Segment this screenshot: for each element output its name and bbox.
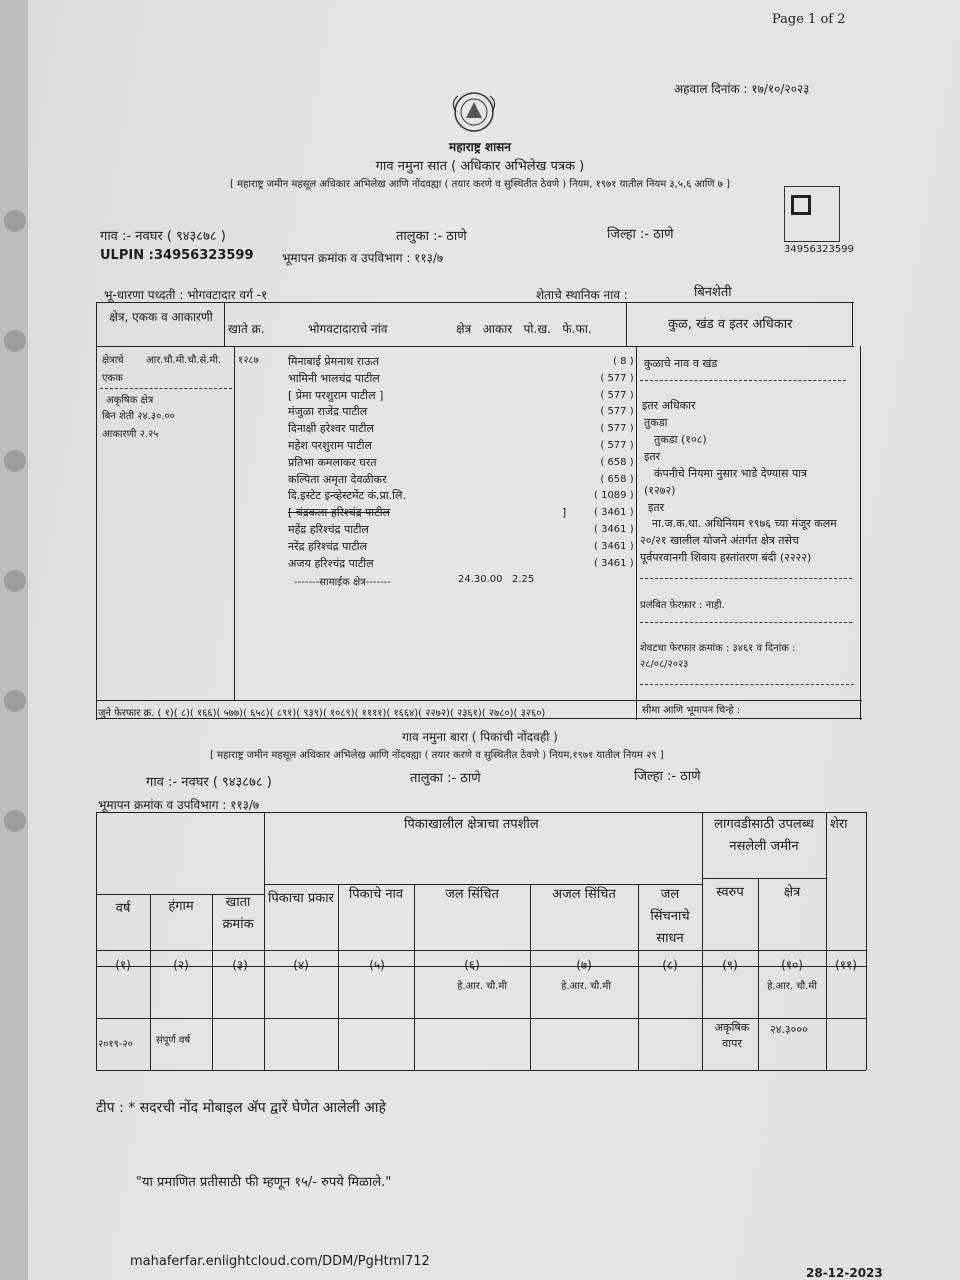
common-akar-value: 2.25	[512, 574, 535, 585]
company-right-no: (१२७२)	[644, 484, 676, 497]
holder-mutation-no: ( 3461 )	[594, 523, 634, 535]
other-rights-heading: इतर अधिकार	[642, 399, 696, 412]
holder-name: अजय हरिश्चंद्र पाटील	[288, 556, 374, 570]
col-rights-header: कुळ, खंड व इतर अधिकार	[668, 317, 793, 332]
company-right: कंपनीचे नियमा नुसार भाडे देण्यास पात्र	[654, 467, 808, 480]
qr-number: 34956323599	[784, 244, 854, 255]
form12-col-header: क्षेत्र	[783, 885, 801, 900]
crop-area-heading: पिकाखालील क्षेत्राचा तपशील	[404, 817, 539, 832]
form12-col-header: वर्ष	[115, 901, 131, 916]
binder-hole	[4, 330, 26, 352]
form-title: गाव नमुना सात ( अधिकार अभिलेख पत्रक )	[375, 159, 585, 174]
tukda-label: तुकडा	[644, 416, 668, 429]
row-year: २०१९-२०	[98, 1039, 133, 1050]
holder-name: महेंद्र हरिश्चंद्र पाटील	[288, 522, 369, 536]
tenant-heading: कुळाचे नाव व खंड	[644, 357, 718, 370]
uncultivated-heading: लागवडीसाठी उपलब्ध नसलेली जमीन	[714, 817, 814, 854]
emblem-icon	[446, 88, 502, 136]
form12-col-number: (११)	[835, 958, 857, 972]
holder-name: दिनाक्षी हरेश्वर पाटील	[288, 422, 374, 436]
remark-heading: शेरा	[830, 817, 848, 832]
last-mutation-line-2: २८/०८/२०२३	[640, 659, 689, 670]
form12-title: गाव नमुना बारा ( पिकांची नोंदवही )	[402, 730, 558, 744]
common-area-value: 24.30.00	[458, 574, 503, 585]
holder-name: नरेंद्र हरिश्चंद्र पाटील	[288, 539, 368, 553]
holders-list	[288, 354, 406, 572]
ulpin-value: 34956323599	[154, 248, 254, 263]
holder-name: कल्पिता अमृता देवळीकर	[288, 472, 387, 486]
holder-name: भामिनी भालचंद्र पाटील	[288, 371, 380, 385]
form12-rule: [ महाराष्ट्र जमीन महसूल अधिकार अभिलेख आणि नोंदवह्या ( तयार करणे व सुस्थितीत ठेवणे ) नियम,१९७१ यातील नियम २९ ]	[210, 750, 664, 761]
form12-col-number: (९)	[722, 958, 738, 972]
holder-mutation-no: ( 3461 )	[594, 557, 634, 569]
row-area: २४.३०००	[770, 1023, 808, 1036]
form12-col-header: जल सिंचनाचे साधन	[650, 887, 690, 946]
form12-village: गाव :- नवघर ( ९४३८७८ )	[146, 775, 272, 790]
form12-col-header: हंगाम	[168, 899, 194, 914]
form12-taluka: तालुका :- ठाणे	[410, 771, 481, 786]
holder-name: [ चंद्रकला हरिश्चंद्र पाटील	[288, 506, 390, 520]
binder-hole	[4, 210, 26, 232]
form-rule: [ महाराष्ट्र जमीन महसूल अधिकार अभिलेख आणि नोंदवह्या ( तयार करणे व सुस्थितीत ठेवणे ) नियम, १९७१ यातील नियम ३,५,६ आणि ७ ]	[229, 179, 730, 190]
form12-col-number: (८)	[662, 958, 678, 972]
source-url: mahaferfar.enlightcloud.com/DDM/PgHtml712	[130, 1254, 430, 1269]
taluka-label: तालुका :- ठाणे	[396, 229, 467, 244]
holder-mutation-no: ( 658 )	[600, 456, 634, 468]
unit-uncultivated-area: हे.आर. चौ.मी	[767, 981, 817, 992]
qr-marker	[791, 195, 811, 215]
district-label: जिल्हा :- ठाणे	[607, 227, 674, 242]
form12-col-number: (६)	[464, 958, 480, 972]
unit-label: आर.चौ.मी.चौ.से.मी.	[146, 355, 222, 366]
local-name-label: शेताचे स्थानिक नाव :	[536, 288, 628, 302]
holder-mutation-no: ( 658 )	[600, 473, 634, 485]
gov-heading: महाराष्ट्र शासन	[449, 140, 511, 154]
ulc-act-line-1: ना.ज.क.धा. अधिनियम १९७६ च्या मंजूर कलम	[652, 517, 837, 530]
holder-name: [ प्रेमा परशुराम पाटील ]	[288, 388, 384, 402]
col-account-header: खाते क्र.	[228, 322, 265, 336]
binder-hole	[4, 690, 26, 712]
form12-col-number: (१)	[115, 958, 131, 972]
unit-unirrigated: हे.आर. चौ.मी	[561, 981, 611, 992]
form12-survey: भूमापन क्रमांक व उपविभाग : ११३/७	[98, 798, 260, 812]
col-area-units-header: क्षेत्र आकार पो.ख. फे.फा.	[456, 322, 592, 336]
holder-mutation-no: ( 577 )	[600, 439, 634, 451]
nonagri-area-label: अकृषिक क्षेत्र	[106, 395, 154, 406]
row-season: संपूर्ण वर्ष	[156, 1035, 191, 1046]
form12-col-header: पिकाचा प्रकार	[268, 891, 334, 906]
ekak-label: एकक	[102, 373, 123, 384]
holder-name: महेश परशुराम पाटील	[288, 438, 372, 452]
holder-mutation-no: ( 577 )	[600, 389, 634, 401]
form12-col-number: (५)	[369, 958, 385, 972]
ulpin-label: ULPIN :	[100, 248, 154, 263]
page-number: Page 1 of 2	[772, 12, 846, 27]
other-label-2: इतर	[648, 501, 665, 514]
report-date: अहवाल दिनांक : १७/१०/२०२३	[674, 82, 810, 96]
form12-col-header: खाता क्रमांक	[222, 895, 254, 932]
other-label-1: इतर	[644, 450, 661, 463]
local-name-value: बिनशेती	[694, 285, 732, 300]
bracket-close: ]	[562, 506, 567, 519]
old-mutations: जुने फेरफार क्र. ( १)( ८)( १६६)( ५७७)( ६५८)( ८९१)( ९३९)( १०८९)( ११११)( १६६४)( २२७२)( २३६१)( २७८०)( ३२६०)	[98, 708, 546, 719]
form12-col-header: स्वरुप	[716, 885, 744, 900]
holder-mutation-no: ( 577 )	[600, 406, 634, 418]
village-label: गाव :- नवघर ( ९४३८७८ )	[100, 229, 226, 244]
holder-mutation-no: ( 1089 )	[594, 490, 634, 502]
holder-name: मिनाबाई प्रेमनाथ राऊत	[288, 355, 379, 368]
col-area-header: क्षेत्र, एकक व आकारणी	[109, 310, 213, 324]
form12-col-header: अजल सिंचित	[552, 887, 616, 902]
nonagri-area-value: बिन शेती २४.३०.००	[102, 411, 175, 422]
qr-code	[784, 186, 840, 242]
row-nature: अकृषिक वापर	[714, 1021, 750, 1050]
form12-col-number: (२)	[173, 958, 189, 972]
binder-hole	[4, 450, 26, 472]
common-area-label: -------सामाईक क्षेत्र-------	[294, 577, 391, 588]
form12-col-number: (७)	[576, 958, 592, 972]
tukda-value: तुकडा (१०८)	[654, 433, 707, 446]
unit-irrigated: हे.आर. चौ.मी	[457, 981, 507, 992]
bottom-date: 28-12-2023	[806, 1266, 883, 1280]
holder-name: मंजुळा राजेंद्र पाटील	[288, 405, 368, 419]
tenure-type: भू-धारणा पध्दती : भोगवटादार वर्ग -१	[104, 288, 268, 302]
survey-number: भूमापन क्रमांक व उपविभाग : ११३/७	[282, 251, 444, 265]
note-text: टीप : * सदरची नोंद मोबाइल ॲप द्वारें घेणेत आलेली आहे	[96, 1100, 386, 1116]
holder-mutation-no: ( 3461 )	[594, 507, 634, 519]
pending-mutation: प्रलंबित फ़ेरफ़ार : नाही.	[640, 600, 725, 611]
holder-mutation-list	[594, 354, 634, 572]
binder-strip	[0, 0, 30, 1280]
holder-mutation-no: ( 577 )	[600, 423, 634, 435]
form12-col-header: जल सिंचित	[445, 887, 499, 902]
ulc-act-line-3: पूर्वपरवानगी शिवाय हस्तांतरण बंदी (२२२२)	[640, 551, 812, 564]
form12-col-number: (४)	[293, 958, 309, 972]
holder-mutation-no: ( 8 )	[613, 356, 634, 367]
form12-col-number: (१०)	[781, 958, 803, 972]
assessment-value: आकारणी २.२५	[102, 429, 159, 440]
form12-district: जिल्हा :- ठाणे	[634, 769, 701, 784]
binder-hole	[4, 570, 26, 592]
holder-name: दि.इस्टेट इन्व्हेस्टमेंट कं.प्रा.लि.	[288, 489, 406, 503]
fee-text: "या प्रमाणित प्रतीसाठी फी म्हणून १५/- रुपये मिळाले."	[136, 1175, 392, 1190]
holder-mutation-no: ( 3461 )	[594, 540, 634, 552]
binder-hole	[4, 810, 26, 832]
account-number: १२८७	[238, 355, 259, 366]
last-mutation-line-1: शेवटचा फेरफार क्रमांक : ३४६१ व दिनांक :	[640, 643, 796, 654]
holder-mutation-no: ( 577 )	[600, 372, 634, 384]
form12-col-number: (३)	[232, 958, 248, 972]
col-holders-header: भोगवटादाराचे नांव	[308, 322, 388, 336]
ulc-act-line-2: २०/२१ खालील योजने अंतर्गत क्षेत्र तसेच	[640, 534, 799, 547]
boundary-marks: सीमा आणि भूमापन चिन्हे :	[642, 705, 741, 716]
area-label: क्षेत्राचे	[102, 355, 124, 366]
form12-col-header: पिकाचे नाव	[348, 887, 404, 902]
holder-name: प्रतिभा कमलाकर घरत	[288, 455, 377, 469]
